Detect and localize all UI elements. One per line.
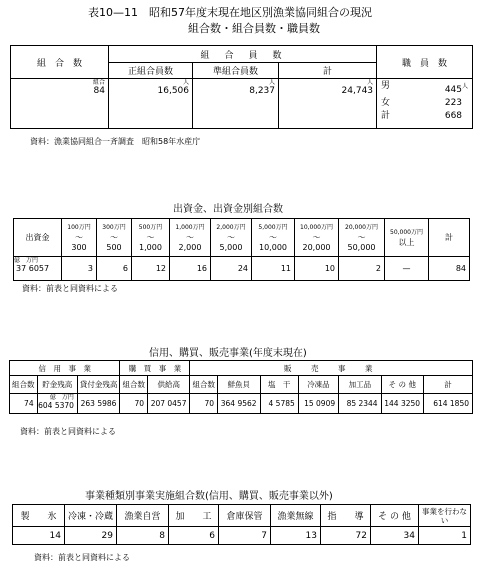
header-cell: 鮮魚貝 <box>218 376 260 394</box>
header-cell: 供給高 <box>148 376 190 394</box>
source-note-4: 資料：前表と同資料による <box>34 553 130 562</box>
table-cell: 12 <box>132 257 170 281</box>
staff-value: 668 <box>444 111 463 121</box>
table-cell-total: 84 <box>429 257 470 281</box>
header-member-total: 計 <box>279 63 377 79</box>
group-hanbai: 販 売 事 業 <box>190 361 473 376</box>
header-cell: 指 導 <box>321 505 371 527</box>
staff-row-female <box>381 97 468 110</box>
value-kumiai-count: 84 <box>93 86 105 96</box>
cell-jun-count <box>193 79 279 129</box>
other-value-row <box>13 527 471 545</box>
header-kumiai-count: 組 合 数 <box>11 46 109 79</box>
table-cell: 14 <box>13 527 65 545</box>
value-sei-count: 16,506 <box>157 86 189 96</box>
value-jun-count: 8,237 <box>249 86 275 96</box>
value-total-capital: 37 6057 <box>16 264 50 273</box>
table-cell: 263 5986 <box>77 394 119 414</box>
table-cell: 74 <box>10 394 38 414</box>
table-kumiai-summary <box>10 45 473 129</box>
table-cell: 7 <box>219 527 271 545</box>
table-cell: 72 <box>321 527 371 545</box>
cell-sei-count <box>109 79 193 129</box>
table-cell: 1 <box>419 527 471 545</box>
table-cell: 144 3250 <box>381 394 423 414</box>
table-cell: 2 <box>339 257 385 281</box>
business-header-row <box>10 376 473 394</box>
header-cell: 漁業無線 <box>271 505 321 527</box>
header-cell: 組合数 <box>190 376 218 394</box>
staff-label: 男 <box>381 81 391 91</box>
other-header-row <box>13 505 471 527</box>
header-cell: 加 工 <box>169 505 219 527</box>
source-note-1: 資料：漁業協同組合一斉調査 昭和58年水産庁 <box>30 137 201 146</box>
source-note-2: 資料：前表と同資料による <box>22 284 118 293</box>
unit-nin: 人 <box>367 79 374 86</box>
header-cell: 加工品 <box>339 376 381 394</box>
table-cell: 85 2344 <box>339 394 381 414</box>
table-cell: 24 <box>211 257 252 281</box>
header-cell: 製 氷 <box>13 505 65 527</box>
bin-header: 100万円 ～ 300 <box>62 219 97 257</box>
bin-header: 300万円 ～ 500 <box>97 219 132 257</box>
table-cell: 6 <box>97 257 132 281</box>
table-cell: 207 0457 <box>148 394 190 414</box>
staff-label: 計 <box>381 111 391 121</box>
staff-label: 女 <box>381 98 391 108</box>
table-cell: 364 9562 <box>218 394 260 414</box>
staff-value: 445 <box>444 85 463 95</box>
cell-kumiai-count <box>11 79 109 129</box>
header-cell: 貯金残高 <box>37 376 77 394</box>
table-cell: 4 5785 <box>260 394 298 414</box>
cell-total-capital <box>14 257 62 281</box>
bin-header: 500万円 ～ 1,000 <box>132 219 170 257</box>
business-group-row <box>10 361 473 376</box>
table-cell: 8 <box>117 527 169 545</box>
bin-header: 20,000万円 ～ 50,000 <box>339 219 385 257</box>
table-cell: 70 <box>190 394 218 414</box>
header-sei-member: 正組合員数 <box>109 63 193 79</box>
page-subtitle: 組合数・組合員数・職員数 <box>188 22 320 35</box>
header-cell: そ の 他 <box>381 376 423 394</box>
capital-header-row <box>14 219 470 257</box>
business-value-row <box>10 394 473 414</box>
table4-title: 事業種類別事業実施組合数(信用、購買、販売事業以外) <box>85 491 333 502</box>
group-kobai: 購 買 事 業 <box>120 361 190 376</box>
table2-title: 出資金、出資金別組合数 <box>173 204 283 215</box>
header-capital: 出資金 <box>14 219 62 257</box>
header-cell: 塩 干 <box>260 376 298 394</box>
table-cell: 11 <box>252 257 295 281</box>
table-other-business <box>12 504 471 545</box>
unit-nin: 人 <box>462 83 469 90</box>
capital-value-row <box>14 257 470 281</box>
table-cell: 10 <box>295 257 339 281</box>
table-cell: — <box>385 257 429 281</box>
table-cell: 70 <box>120 394 148 414</box>
unit-oku-man: 億 万円 <box>14 257 39 264</box>
bin-header: 1,000万円 ～ 2,000 <box>170 219 211 257</box>
header-jun-member: 準組合員数 <box>193 63 279 79</box>
header-cell: 計 <box>424 376 473 394</box>
staff-row-total <box>381 110 468 123</box>
bin-header: 50,000万円 以上 <box>385 219 429 257</box>
group-shinyo: 信 用 事 業 <box>10 361 120 376</box>
unit-kumiai: 組合 <box>92 79 105 86</box>
page-title: 表10—11 昭和57年度末現在地区別漁業協同組合の現況 <box>88 6 372 19</box>
table-cell: 15 0909 <box>298 394 338 414</box>
table-cell: 34 <box>371 527 419 545</box>
table3-title: 信用、購買、販売事業(年度末現在) <box>149 348 307 359</box>
cell-staff <box>377 79 473 129</box>
header-cell: 漁業自営 <box>117 505 169 527</box>
header-member-count: 組 合 員 数 <box>109 46 377 63</box>
header-cell: そ の 他 <box>371 505 419 527</box>
table-business <box>9 360 473 414</box>
table-cell: 13 <box>271 527 321 545</box>
header-cell: 冷凍品 <box>298 376 338 394</box>
table-cell: 29 <box>65 527 117 545</box>
table-cell: 6 <box>169 527 219 545</box>
table-cell: 3 <box>62 257 97 281</box>
header-cell: 貸付金残高 <box>77 376 119 394</box>
header-total: 計 <box>429 219 470 257</box>
source-note-3: 資料：前表と同資料による <box>20 427 116 436</box>
header-cell: 冷凍・冷蔵 <box>65 505 117 527</box>
unit-nin: 人 <box>268 79 275 86</box>
bin-header: 10,000万円 ～ 20,000 <box>295 219 339 257</box>
bin-header: 2,000万円 ～ 5,000 <box>211 219 252 257</box>
table-cell: 16 <box>170 257 211 281</box>
staff-row-male <box>381 80 468 97</box>
table-capital <box>13 218 470 281</box>
header-cell: 倉庫保管 <box>219 505 271 527</box>
unit-nin: 人 <box>182 79 189 86</box>
staff-value: 223 <box>444 98 463 108</box>
header-cell: 組合数 <box>120 376 148 394</box>
table-cell: 614 1850 <box>424 394 473 414</box>
header-cell: 組合数 <box>10 376 38 394</box>
value-kei-count: 24,743 <box>341 86 374 96</box>
header-staff-count: 職 員 数 <box>377 46 473 79</box>
header-cell: 事業を行わない <box>419 505 471 527</box>
cell-kei-count <box>279 79 377 129</box>
bin-header: 5,000万円 ～ 10,000 <box>252 219 295 257</box>
table-cell: 億 万円 604 5370 <box>37 394 77 414</box>
